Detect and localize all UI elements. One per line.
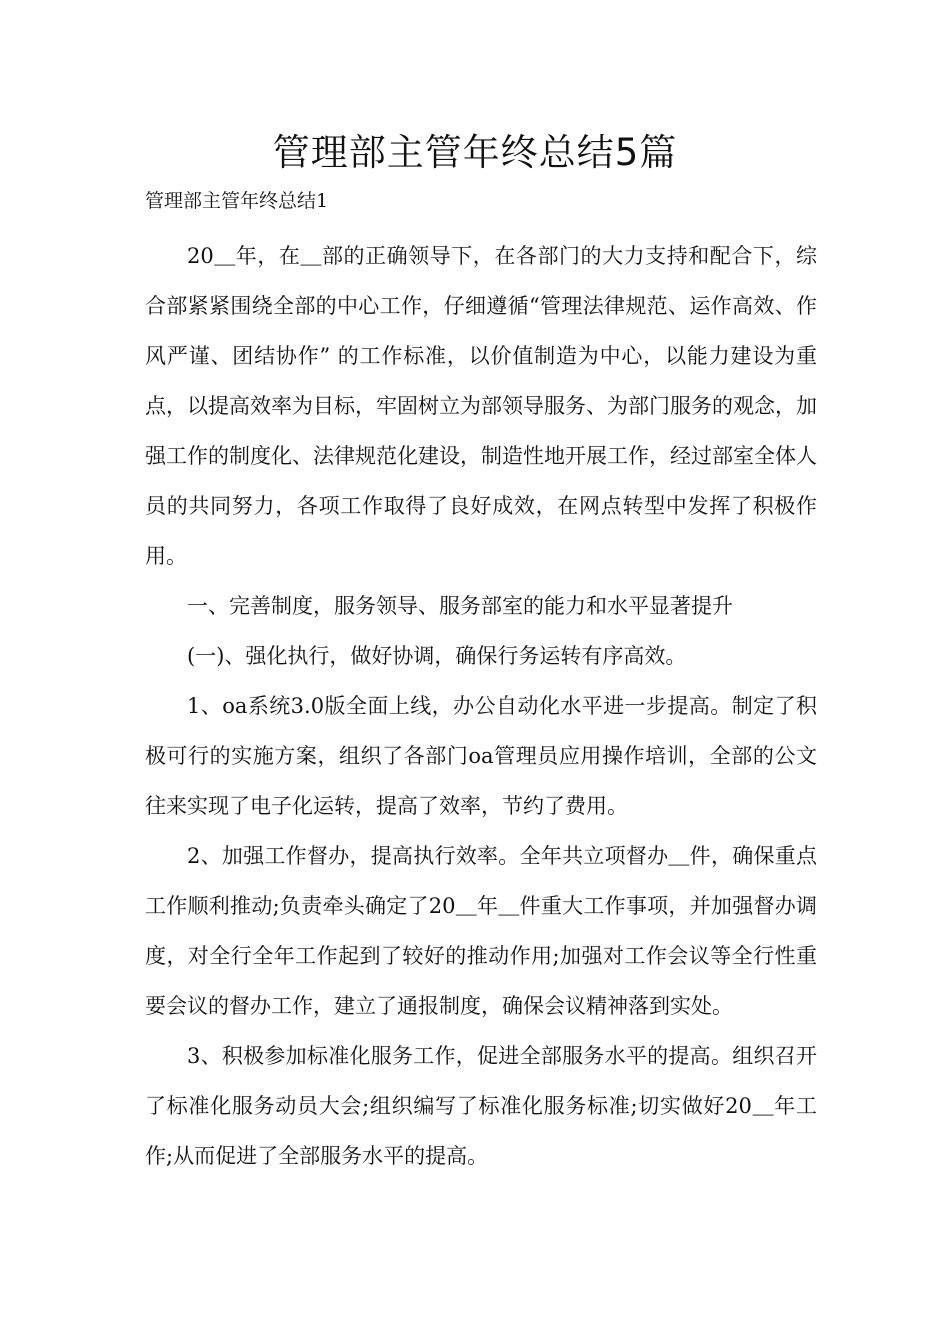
paragraph-intro: 20＿年，在＿部的正确领导下，在各部门的大力支持和配合下，综合部紧紧围绕全部的中心工作，仔细遵循“管理法律规范、运作高效、作风严谨、团结协作” 的工作标准，以价值制造为中心，以能力建设为重点，以提高效率为目标，牢固树立为部领导服务、为部门服务的观念，加强工作的制度化、法律规范化建设，制造性地开展工作，经过部室全体人员的共同努力，各项工作取得了良好成效，在网点转型中发挥了积极作用。 xyxy=(145,244,817,568)
section-heading-1: 一、完善制度，服务领导、服务部室的能力和水平显著提升 xyxy=(187,594,733,618)
document-body xyxy=(145,231,817,1181)
subsection-heading-1: (一)、强化执行，做好协调，确保行务运转有序高效。 xyxy=(187,644,687,668)
paragraph-item-2: 2、加强工作督办，提高执行效率。全年共立项督办＿件，确保重点工作顺利推动;负责牵头确定了20＿年＿件重大工作事项，并加强督办调度，对全行全年工作起到了较好的推动作用;加强对工作会议等全行性重要会议的督办工作，建立了通报制度，确保会议精神落到实处。 xyxy=(145,844,817,1018)
paragraph-item-1: 1、oa系统3.0版全面上线，办公自动化水平进一步提高。制定了积极可行的实施方案，组织了各部门oa管理员应用操作培训，全部的公文往来实现了电子化运转，提高了效率，节约了费用。 xyxy=(145,694,817,818)
document-subtitle: 管理部主管年终总结1 xyxy=(145,190,329,212)
document-title: 管理部主管年终总结5篇 xyxy=(272,131,678,174)
paragraph-item-3: 3、积极参加标准化服务工作，促进全部服务水平的提高。组织召开了标准化服务动员大会;组织编写了标准化服务标准;切实做好20＿年工作;从而促进了全部服务水平的提高。 xyxy=(145,1044,817,1168)
